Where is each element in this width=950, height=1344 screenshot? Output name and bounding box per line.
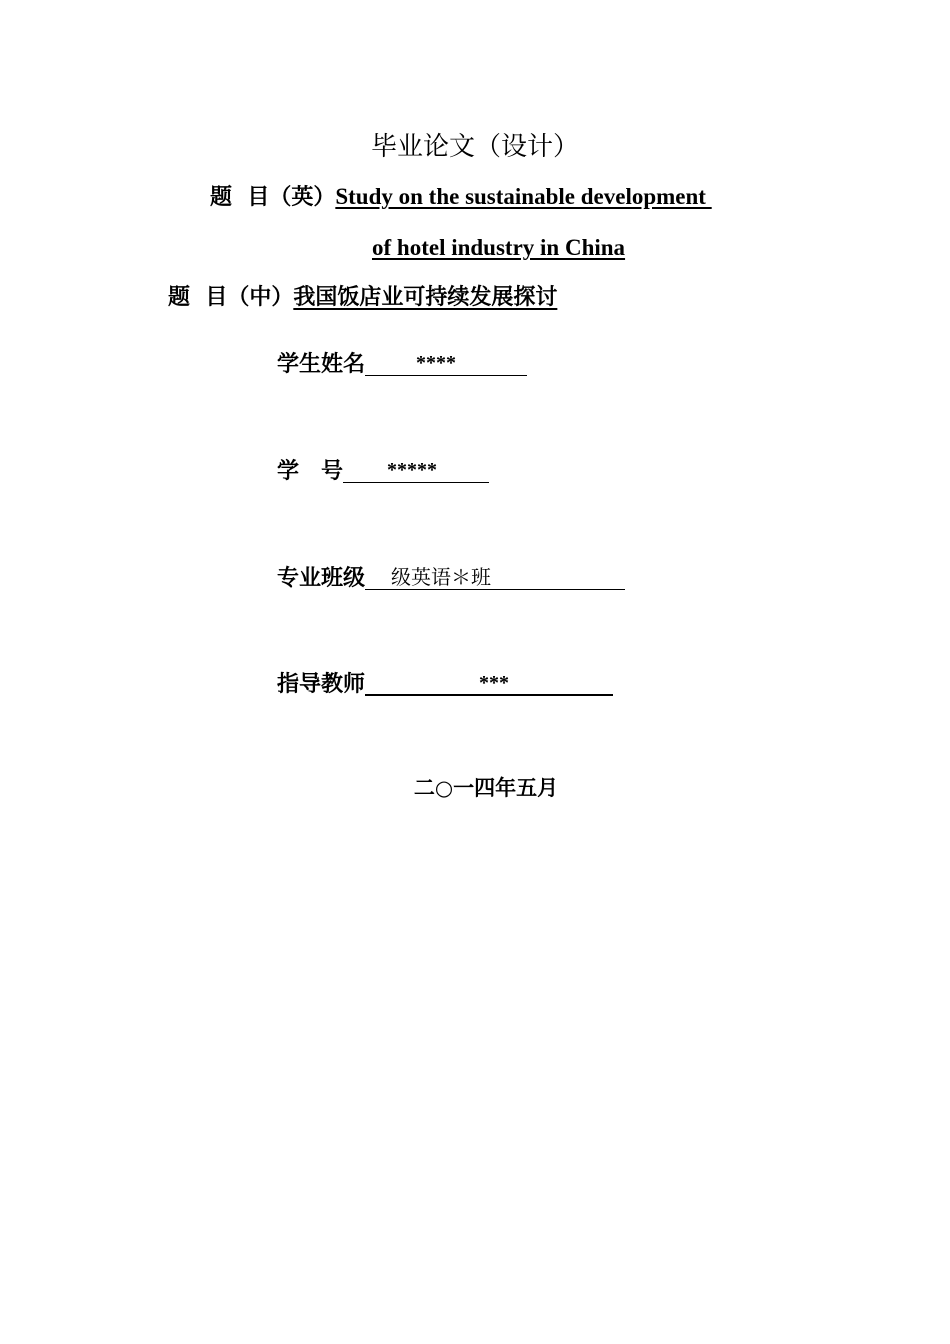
topic-chinese-label: 题 目（中） bbox=[168, 285, 294, 310]
student-id-label-part2: 号 bbox=[321, 459, 344, 484]
major-class-label: 专业班级 bbox=[277, 566, 366, 591]
topic-english-row-2 bbox=[372, 236, 625, 259]
topic-english-value-line2: of hotel industry in China bbox=[372, 235, 626, 260]
topic-english-label: 题 目（英） bbox=[210, 185, 336, 210]
student-id-row bbox=[277, 459, 489, 483]
major-class-field: 级英语＊班 bbox=[365, 566, 625, 590]
topic-english-row bbox=[210, 185, 712, 209]
document-title: 毕业论文（设计） bbox=[370, 132, 579, 162]
student-id-field: ***** bbox=[343, 459, 489, 483]
student-name-field: **** bbox=[365, 352, 527, 376]
advisor-field: *** bbox=[365, 672, 613, 696]
topic-english-value-line1: Study on the sustainable development bbox=[335, 184, 712, 209]
document-date: 二○一四年五月 bbox=[413, 776, 559, 800]
student-name-label: 学生姓名 bbox=[277, 352, 366, 377]
major-class-row bbox=[277, 566, 625, 590]
student-name-row bbox=[277, 352, 527, 376]
student-id-label-part1: 学 bbox=[277, 459, 300, 484]
advisor-row bbox=[277, 672, 613, 696]
topic-chinese-row bbox=[168, 287, 557, 309]
advisor-label: 指导教师 bbox=[277, 672, 366, 697]
topic-chinese-value: 我国饭店业可持续发展探讨 bbox=[293, 285, 558, 310]
